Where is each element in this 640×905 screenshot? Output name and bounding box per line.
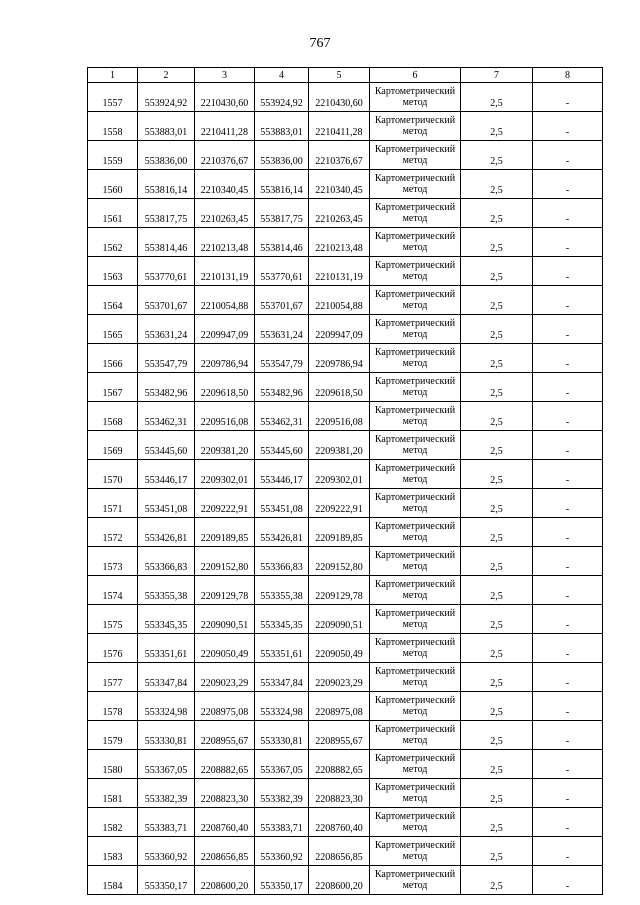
column-header: 6 <box>370 68 461 83</box>
note-cell: - <box>533 286 603 315</box>
x-coordinate-cell: 553817,75 <box>138 199 195 228</box>
x-coordinate-cell: 553345,35 <box>138 605 195 634</box>
x-coordinate-cell: 553350,17 <box>138 866 195 895</box>
x-coordinate-cell: 553383,71 <box>138 808 195 837</box>
x-coordinate-cell: 553836,00 <box>255 141 309 170</box>
x-coordinate-cell: 553446,17 <box>255 460 309 489</box>
note-cell: - <box>533 692 603 721</box>
method-cell: Картометрический метод <box>370 199 461 228</box>
table-row <box>88 344 603 373</box>
y-coordinate-cell: 2209090,51 <box>195 605 255 634</box>
y-coordinate-cell: 2209516,08 <box>195 402 255 431</box>
y-coordinate-cell: 2210213,48 <box>309 228 370 257</box>
y-coordinate-cell: 2208955,67 <box>309 721 370 750</box>
x-coordinate-cell: 553446,17 <box>138 460 195 489</box>
method-cell: Картометрический метод <box>370 83 461 112</box>
note-cell: - <box>533 518 603 547</box>
y-coordinate-cell: 2208823,30 <box>309 779 370 808</box>
note-cell: - <box>533 141 603 170</box>
method-cell: Картометрический метод <box>370 431 461 460</box>
table-row <box>88 228 603 257</box>
note-cell: - <box>533 83 603 112</box>
x-coordinate-cell: 553355,38 <box>255 576 309 605</box>
note-cell: - <box>533 460 603 489</box>
x-coordinate-cell: 553451,08 <box>255 489 309 518</box>
table-row <box>88 402 603 431</box>
accuracy-cell: 2,5 <box>461 431 533 460</box>
x-coordinate-cell: 553816,14 <box>255 170 309 199</box>
y-coordinate-cell: 2210376,67 <box>195 141 255 170</box>
y-coordinate-cell: 2208760,40 <box>309 808 370 837</box>
point-number-cell: 1575 <box>88 605 138 634</box>
accuracy-cell: 2,5 <box>461 489 533 518</box>
x-coordinate-cell: 553817,75 <box>255 199 309 228</box>
y-coordinate-cell: 2209189,85 <box>309 518 370 547</box>
x-coordinate-cell: 553383,71 <box>255 808 309 837</box>
y-coordinate-cell: 2209152,80 <box>309 547 370 576</box>
y-coordinate-cell: 2209618,50 <box>195 373 255 402</box>
x-coordinate-cell: 553330,81 <box>138 721 195 750</box>
point-number-cell: 1560 <box>88 170 138 199</box>
note-cell: - <box>533 605 603 634</box>
point-number-cell: 1577 <box>88 663 138 692</box>
x-coordinate-cell: 553462,31 <box>255 402 309 431</box>
point-number-cell: 1567 <box>88 373 138 402</box>
note-cell: - <box>533 257 603 286</box>
y-coordinate-cell: 2209050,49 <box>309 634 370 663</box>
accuracy-cell: 2,5 <box>461 663 533 692</box>
accuracy-cell: 2,5 <box>461 141 533 170</box>
table-row <box>88 605 603 634</box>
point-number-cell: 1570 <box>88 460 138 489</box>
y-coordinate-cell: 2209222,91 <box>309 489 370 518</box>
x-coordinate-cell: 553482,96 <box>255 373 309 402</box>
method-cell: Картометрический метод <box>370 576 461 605</box>
y-coordinate-cell: 2209152,80 <box>195 547 255 576</box>
column-header: 5 <box>309 68 370 83</box>
y-coordinate-cell: 2210054,88 <box>309 286 370 315</box>
y-coordinate-cell: 2209129,78 <box>309 576 370 605</box>
method-cell: Картометрический метод <box>370 170 461 199</box>
method-cell: Картометрический метод <box>370 460 461 489</box>
y-coordinate-cell: 2210430,60 <box>309 83 370 112</box>
x-coordinate-cell: 553330,81 <box>255 721 309 750</box>
x-coordinate-cell: 553366,83 <box>255 547 309 576</box>
table-row <box>88 489 603 518</box>
x-coordinate-cell: 553883,01 <box>138 112 195 141</box>
y-coordinate-cell: 2209050,49 <box>195 634 255 663</box>
y-coordinate-cell: 2210411,28 <box>195 112 255 141</box>
accuracy-cell: 2,5 <box>461 605 533 634</box>
method-cell: Картометрический метод <box>370 315 461 344</box>
x-coordinate-cell: 553367,05 <box>255 750 309 779</box>
y-coordinate-cell: 2210411,28 <box>309 112 370 141</box>
method-cell: Картометрический метод <box>370 808 461 837</box>
y-coordinate-cell: 2208823,30 <box>195 779 255 808</box>
point-number-cell: 1580 <box>88 750 138 779</box>
accuracy-cell: 2,5 <box>461 576 533 605</box>
note-cell: - <box>533 779 603 808</box>
y-coordinate-cell: 2209129,78 <box>195 576 255 605</box>
x-coordinate-cell: 553360,92 <box>138 837 195 866</box>
point-number-cell: 1565 <box>88 315 138 344</box>
method-cell: Картометрический метод <box>370 344 461 373</box>
accuracy-cell: 2,5 <box>461 373 533 402</box>
point-number-cell: 1569 <box>88 431 138 460</box>
y-coordinate-cell: 2210263,45 <box>309 199 370 228</box>
y-coordinate-cell: 2209786,94 <box>195 344 255 373</box>
table-row <box>88 866 603 895</box>
accuracy-cell: 2,5 <box>461 837 533 866</box>
y-coordinate-cell: 2208975,08 <box>309 692 370 721</box>
x-coordinate-cell: 553347,84 <box>255 663 309 692</box>
accuracy-cell: 2,5 <box>461 112 533 141</box>
y-coordinate-cell: 2208955,67 <box>195 721 255 750</box>
note-cell: - <box>533 576 603 605</box>
method-cell: Картометрический метод <box>370 489 461 518</box>
method-cell: Картометрический метод <box>370 779 461 808</box>
point-number-cell: 1583 <box>88 837 138 866</box>
method-cell: Картометрический метод <box>370 837 461 866</box>
x-coordinate-cell: 553701,67 <box>138 286 195 315</box>
y-coordinate-cell: 2210376,67 <box>309 141 370 170</box>
y-coordinate-cell: 2208656,85 <box>309 837 370 866</box>
point-number-cell: 1584 <box>88 866 138 895</box>
x-coordinate-cell: 553701,67 <box>255 286 309 315</box>
note-cell: - <box>533 431 603 460</box>
method-cell: Картометрический метод <box>370 634 461 663</box>
point-number-cell: 1581 <box>88 779 138 808</box>
table-row <box>88 779 603 808</box>
method-cell: Картометрический метод <box>370 112 461 141</box>
method-cell: Картометрический метод <box>370 286 461 315</box>
y-coordinate-cell: 2209381,20 <box>195 431 255 460</box>
method-cell: Картометрический метод <box>370 721 461 750</box>
table-row <box>88 257 603 286</box>
y-coordinate-cell: 2209516,08 <box>309 402 370 431</box>
column-header: 4 <box>255 68 309 83</box>
column-header: 7 <box>461 68 533 83</box>
point-number-cell: 1559 <box>88 141 138 170</box>
note-cell: - <box>533 634 603 663</box>
x-coordinate-cell: 553351,61 <box>138 634 195 663</box>
point-number-cell: 1558 <box>88 112 138 141</box>
y-coordinate-cell: 2209947,09 <box>309 315 370 344</box>
x-coordinate-cell: 553883,01 <box>255 112 309 141</box>
note-cell: - <box>533 489 603 518</box>
y-coordinate-cell: 2210430,60 <box>195 83 255 112</box>
x-coordinate-cell: 553366,83 <box>138 547 195 576</box>
y-coordinate-cell: 2209786,94 <box>309 344 370 373</box>
note-cell: - <box>533 808 603 837</box>
note-cell: - <box>533 112 603 141</box>
point-number-cell: 1561 <box>88 199 138 228</box>
point-number-cell: 1574 <box>88 576 138 605</box>
y-coordinate-cell: 2209023,29 <box>309 663 370 692</box>
accuracy-cell: 2,5 <box>461 808 533 837</box>
table-row <box>88 83 603 112</box>
x-coordinate-cell: 553324,98 <box>138 692 195 721</box>
accuracy-cell: 2,5 <box>461 779 533 808</box>
y-coordinate-cell: 2208600,20 <box>309 866 370 895</box>
x-coordinate-cell: 553445,60 <box>138 431 195 460</box>
column-header: 8 <box>533 68 603 83</box>
x-coordinate-cell: 553924,92 <box>255 83 309 112</box>
column-header: 3 <box>195 68 255 83</box>
table-row <box>88 576 603 605</box>
x-coordinate-cell: 553770,61 <box>138 257 195 286</box>
x-coordinate-cell: 553445,60 <box>255 431 309 460</box>
table-row <box>88 634 603 663</box>
table-row <box>88 373 603 402</box>
x-coordinate-cell: 553482,96 <box>138 373 195 402</box>
accuracy-cell: 2,5 <box>461 547 533 576</box>
point-number-cell: 1564 <box>88 286 138 315</box>
y-coordinate-cell: 2209381,20 <box>309 431 370 460</box>
point-number-cell: 1582 <box>88 808 138 837</box>
method-cell: Картометрический метод <box>370 692 461 721</box>
table-header-row <box>88 68 603 83</box>
x-coordinate-cell: 553816,14 <box>138 170 195 199</box>
y-coordinate-cell: 2208882,65 <box>309 750 370 779</box>
x-coordinate-cell: 553367,05 <box>138 750 195 779</box>
y-coordinate-cell: 2209302,01 <box>195 460 255 489</box>
page-number: 767 <box>309 36 331 51</box>
table-row <box>88 518 603 547</box>
note-cell: - <box>533 721 603 750</box>
x-coordinate-cell: 553426,81 <box>138 518 195 547</box>
table-row <box>88 170 603 199</box>
table-row <box>88 286 603 315</box>
note-cell: - <box>533 402 603 431</box>
table-row <box>88 692 603 721</box>
note-cell: - <box>533 663 603 692</box>
table-row <box>88 837 603 866</box>
y-coordinate-cell: 2210340,45 <box>195 170 255 199</box>
y-coordinate-cell: 2210131,19 <box>309 257 370 286</box>
accuracy-cell: 2,5 <box>461 750 533 779</box>
table-row <box>88 112 603 141</box>
table-body <box>88 83 603 895</box>
y-coordinate-cell: 2210054,88 <box>195 286 255 315</box>
accuracy-cell: 2,5 <box>461 170 533 199</box>
x-coordinate-cell: 553547,79 <box>138 344 195 373</box>
note-cell: - <box>533 547 603 576</box>
y-coordinate-cell: 2210213,48 <box>195 228 255 257</box>
point-number-cell: 1578 <box>88 692 138 721</box>
y-coordinate-cell: 2209222,91 <box>195 489 255 518</box>
y-coordinate-cell: 2209090,51 <box>309 605 370 634</box>
x-coordinate-cell: 553631,24 <box>138 315 195 344</box>
y-coordinate-cell: 2209947,09 <box>195 315 255 344</box>
accuracy-cell: 2,5 <box>461 692 533 721</box>
method-cell: Картометрический метод <box>370 141 461 170</box>
accuracy-cell: 2,5 <box>461 518 533 547</box>
x-coordinate-cell: 553382,39 <box>138 779 195 808</box>
x-coordinate-cell: 553382,39 <box>255 779 309 808</box>
x-coordinate-cell: 553351,61 <box>255 634 309 663</box>
point-number-cell: 1568 <box>88 402 138 431</box>
note-cell: - <box>533 228 603 257</box>
y-coordinate-cell: 2209023,29 <box>195 663 255 692</box>
table-row <box>88 808 603 837</box>
point-number-cell: 1576 <box>88 634 138 663</box>
x-coordinate-cell: 553451,08 <box>138 489 195 518</box>
note-cell: - <box>533 315 603 344</box>
accuracy-cell: 2,5 <box>461 866 533 895</box>
x-coordinate-cell: 553360,92 <box>255 837 309 866</box>
point-number-cell: 1566 <box>88 344 138 373</box>
method-cell: Картометрический метод <box>370 402 461 431</box>
x-coordinate-cell: 553631,24 <box>255 315 309 344</box>
table-row <box>88 431 603 460</box>
accuracy-cell: 2,5 <box>461 721 533 750</box>
accuracy-cell: 2,5 <box>461 228 533 257</box>
x-coordinate-cell: 553324,98 <box>255 692 309 721</box>
y-coordinate-cell: 2209618,50 <box>309 373 370 402</box>
note-cell: - <box>533 750 603 779</box>
note-cell: - <box>533 199 603 228</box>
x-coordinate-cell: 553547,79 <box>255 344 309 373</box>
method-cell: Картометрический метод <box>370 750 461 779</box>
accuracy-cell: 2,5 <box>461 634 533 663</box>
method-cell: Картометрический метод <box>370 228 461 257</box>
y-coordinate-cell: 2210131,19 <box>195 257 255 286</box>
method-cell: Картометрический метод <box>370 547 461 576</box>
point-number-cell: 1579 <box>88 721 138 750</box>
accuracy-cell: 2,5 <box>461 344 533 373</box>
accuracy-cell: 2,5 <box>461 199 533 228</box>
table-row <box>88 141 603 170</box>
x-coordinate-cell: 553426,81 <box>255 518 309 547</box>
y-coordinate-cell: 2210340,45 <box>309 170 370 199</box>
x-coordinate-cell: 553836,00 <box>138 141 195 170</box>
method-cell: Картометрический метод <box>370 518 461 547</box>
x-coordinate-cell: 553814,46 <box>255 228 309 257</box>
method-cell: Картометрический метод <box>370 605 461 634</box>
point-number-cell: 1563 <box>88 257 138 286</box>
note-cell: - <box>533 837 603 866</box>
point-number-cell: 1557 <box>88 83 138 112</box>
x-coordinate-cell: 553462,31 <box>138 402 195 431</box>
y-coordinate-cell: 2208600,20 <box>195 866 255 895</box>
table-row <box>88 315 603 344</box>
table-row <box>88 460 603 489</box>
table-row <box>88 199 603 228</box>
column-header: 1 <box>88 68 138 83</box>
x-coordinate-cell: 553345,35 <box>255 605 309 634</box>
y-coordinate-cell: 2208882,65 <box>195 750 255 779</box>
accuracy-cell: 2,5 <box>461 286 533 315</box>
y-coordinate-cell: 2209302,01 <box>309 460 370 489</box>
point-number-cell: 1572 <box>88 518 138 547</box>
x-coordinate-cell: 553350,17 <box>255 866 309 895</box>
note-cell: - <box>533 373 603 402</box>
x-coordinate-cell: 553355,38 <box>138 576 195 605</box>
accuracy-cell: 2,5 <box>461 83 533 112</box>
accuracy-cell: 2,5 <box>461 257 533 286</box>
point-number-cell: 1573 <box>88 547 138 576</box>
method-cell: Картометрический метод <box>370 663 461 692</box>
y-coordinate-cell: 2210263,45 <box>195 199 255 228</box>
accuracy-cell: 2,5 <box>461 402 533 431</box>
x-coordinate-cell: 553347,84 <box>138 663 195 692</box>
method-cell: Картометрический метод <box>370 257 461 286</box>
x-coordinate-cell: 553770,61 <box>255 257 309 286</box>
coordinates-table <box>87 67 603 895</box>
note-cell: - <box>533 344 603 373</box>
table-row <box>88 547 603 576</box>
method-cell: Картометрический метод <box>370 373 461 402</box>
column-header: 2 <box>138 68 195 83</box>
point-number-cell: 1571 <box>88 489 138 518</box>
y-coordinate-cell: 2209189,85 <box>195 518 255 547</box>
method-cell: Картометрический метод <box>370 866 461 895</box>
accuracy-cell: 2,5 <box>461 460 533 489</box>
accuracy-cell: 2,5 <box>461 315 533 344</box>
table-row <box>88 721 603 750</box>
x-coordinate-cell: 553814,46 <box>138 228 195 257</box>
point-number-cell: 1562 <box>88 228 138 257</box>
x-coordinate-cell: 553924,92 <box>138 83 195 112</box>
y-coordinate-cell: 2208656,85 <box>195 837 255 866</box>
y-coordinate-cell: 2208975,08 <box>195 692 255 721</box>
note-cell: - <box>533 866 603 895</box>
table-row <box>88 750 603 779</box>
y-coordinate-cell: 2208760,40 <box>195 808 255 837</box>
table-row <box>88 663 603 692</box>
note-cell: - <box>533 170 603 199</box>
